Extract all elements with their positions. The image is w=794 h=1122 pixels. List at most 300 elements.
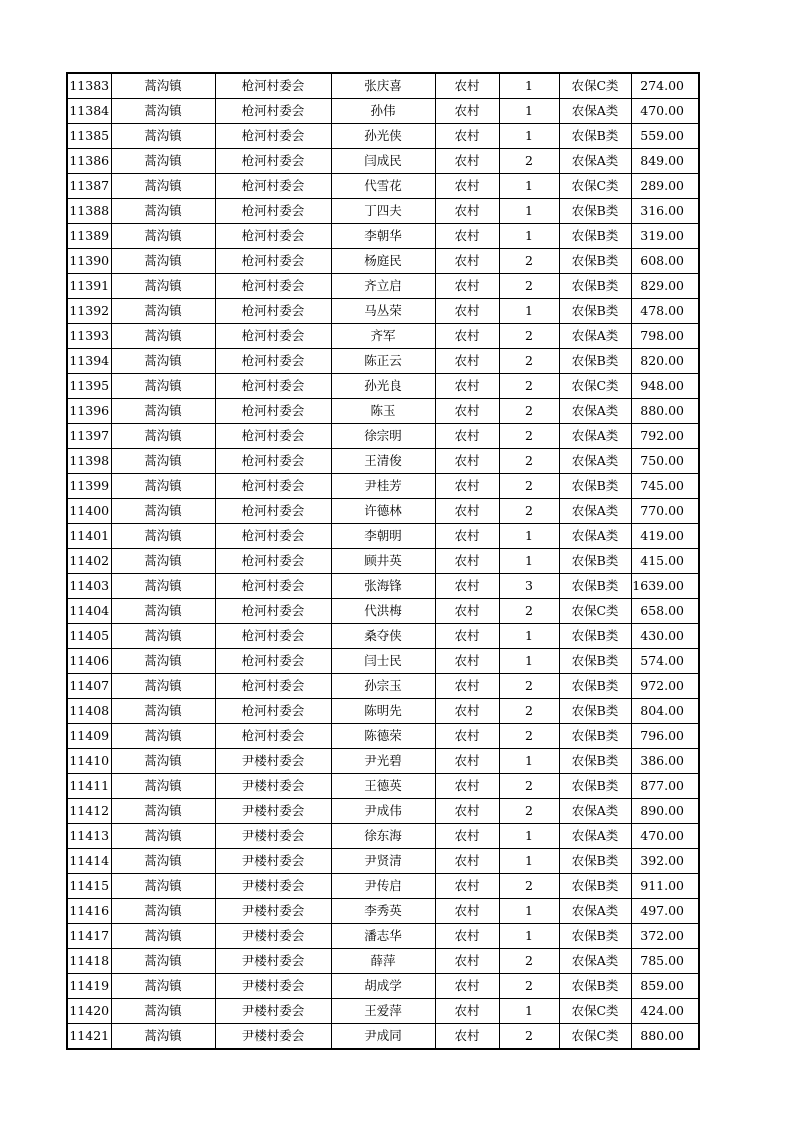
table-row — [67, 274, 699, 299]
person-name-cell: 潘志华 — [331, 924, 435, 949]
town-cell: 蒿沟镇 — [111, 749, 215, 774]
row-number-cell: 11403 — [67, 574, 111, 599]
village-committee-cell: 尹楼村委会 — [215, 924, 331, 949]
area-type-cell: 农村 — [435, 574, 499, 599]
area-type-cell: 农村 — [435, 449, 499, 474]
household-count-cell: 2 — [499, 599, 559, 624]
town-cell: 蒿沟镇 — [111, 549, 215, 574]
insurance-category-cell: 农保A类 — [559, 99, 631, 124]
insurance-category-cell: 农保A类 — [559, 524, 631, 549]
household-count-cell: 2 — [499, 1024, 559, 1050]
town-cell: 蒿沟镇 — [111, 449, 215, 474]
amount-cell: 804.00 — [631, 699, 699, 724]
table-row — [67, 774, 699, 799]
row-number-cell: 11411 — [67, 774, 111, 799]
household-count-cell: 2 — [499, 499, 559, 524]
person-name-cell: 陈正云 — [331, 349, 435, 374]
village-committee-cell: 尹楼村委会 — [215, 899, 331, 924]
town-cell: 蒿沟镇 — [111, 349, 215, 374]
town-cell: 蒿沟镇 — [111, 949, 215, 974]
table-row — [67, 199, 699, 224]
person-name-cell: 李秀英 — [331, 899, 435, 924]
village-committee-cell: 枪河村委会 — [215, 73, 331, 99]
town-cell: 蒿沟镇 — [111, 399, 215, 424]
household-count-cell: 2 — [499, 724, 559, 749]
area-type-cell: 农村 — [435, 474, 499, 499]
area-type-cell: 农村 — [435, 249, 499, 274]
amount-cell: 392.00 — [631, 849, 699, 874]
town-cell: 蒿沟镇 — [111, 99, 215, 124]
table-row — [67, 474, 699, 499]
household-count-cell: 2 — [499, 399, 559, 424]
table-row — [67, 1024, 699, 1050]
town-cell: 蒿沟镇 — [111, 774, 215, 799]
person-name-cell: 薛萍 — [331, 949, 435, 974]
amount-cell: 890.00 — [631, 799, 699, 824]
person-name-cell: 张海锋 — [331, 574, 435, 599]
table-row — [67, 599, 699, 624]
amount-cell: 877.00 — [631, 774, 699, 799]
town-cell: 蒿沟镇 — [111, 724, 215, 749]
area-type-cell: 农村 — [435, 749, 499, 774]
person-name-cell: 丁四夫 — [331, 199, 435, 224]
amount-cell: 849.00 — [631, 149, 699, 174]
household-count-cell: 2 — [499, 349, 559, 374]
insurance-category-cell: 农保C类 — [559, 374, 631, 399]
insurance-category-cell: 农保C类 — [559, 1024, 631, 1050]
amount-cell: 289.00 — [631, 174, 699, 199]
row-number-cell: 11388 — [67, 199, 111, 224]
household-count-cell: 1 — [499, 624, 559, 649]
village-committee-cell: 枪河村委会 — [215, 199, 331, 224]
person-name-cell: 杨庭民 — [331, 249, 435, 274]
village-committee-cell: 枪河村委会 — [215, 124, 331, 149]
town-cell: 蒿沟镇 — [111, 874, 215, 899]
village-committee-cell: 枪河村委会 — [215, 99, 331, 124]
row-number-cell: 11402 — [67, 549, 111, 574]
insurance-category-cell: 农保B类 — [559, 249, 631, 274]
row-number-cell: 11414 — [67, 849, 111, 874]
area-type-cell: 农村 — [435, 374, 499, 399]
insurance-category-cell: 农保B类 — [559, 674, 631, 699]
area-type-cell: 农村 — [435, 674, 499, 699]
insurance-category-cell: 农保C类 — [559, 599, 631, 624]
person-name-cell: 桑夺侠 — [331, 624, 435, 649]
row-number-cell: 11408 — [67, 699, 111, 724]
table-row — [67, 874, 699, 899]
area-type-cell: 农村 — [435, 399, 499, 424]
household-count-cell: 1 — [499, 924, 559, 949]
table-row — [67, 699, 699, 724]
area-type-cell: 农村 — [435, 924, 499, 949]
row-number-cell: 11400 — [67, 499, 111, 524]
area-type-cell: 农村 — [435, 349, 499, 374]
row-number-cell: 11407 — [67, 674, 111, 699]
amount-cell: 792.00 — [631, 424, 699, 449]
village-committee-cell: 枪河村委会 — [215, 474, 331, 499]
table-row — [67, 924, 699, 949]
village-committee-cell: 枪河村委会 — [215, 499, 331, 524]
village-committee-cell: 枪河村委会 — [215, 274, 331, 299]
area-type-cell: 农村 — [435, 899, 499, 924]
amount-cell: 880.00 — [631, 1024, 699, 1050]
amount-cell: 785.00 — [631, 949, 699, 974]
person-name-cell: 张庆喜 — [331, 73, 435, 99]
person-name-cell: 孙伟 — [331, 99, 435, 124]
insurance-category-cell: 农保A类 — [559, 149, 631, 174]
table-row — [67, 974, 699, 999]
table-row — [67, 374, 699, 399]
table-row — [67, 124, 699, 149]
insurance-category-cell: 农保B类 — [559, 724, 631, 749]
area-type-cell: 农村 — [435, 974, 499, 999]
table-row — [67, 149, 699, 174]
person-name-cell: 代雪花 — [331, 174, 435, 199]
insurance-category-cell: 农保A类 — [559, 324, 631, 349]
person-name-cell: 李朝明 — [331, 524, 435, 549]
person-name-cell: 陈玉 — [331, 399, 435, 424]
household-count-cell: 2 — [499, 449, 559, 474]
insurance-category-cell: 农保B类 — [559, 274, 631, 299]
table-body — [67, 73, 699, 1049]
person-name-cell: 陈明先 — [331, 699, 435, 724]
town-cell: 蒿沟镇 — [111, 124, 215, 149]
row-number-cell: 11385 — [67, 124, 111, 149]
amount-cell: 424.00 — [631, 999, 699, 1024]
household-count-cell: 1 — [499, 174, 559, 199]
insurance-category-cell: 农保B类 — [559, 974, 631, 999]
village-committee-cell: 枪河村委会 — [215, 649, 331, 674]
village-committee-cell: 枪河村委会 — [215, 624, 331, 649]
table-row — [67, 899, 699, 924]
row-number-cell: 11409 — [67, 724, 111, 749]
table-row — [67, 624, 699, 649]
row-number-cell: 11394 — [67, 349, 111, 374]
insurance-category-cell: 农保C类 — [559, 174, 631, 199]
area-type-cell: 农村 — [435, 174, 499, 199]
person-name-cell: 齐立启 — [331, 274, 435, 299]
row-number-cell: 11421 — [67, 1024, 111, 1050]
person-name-cell: 尹桂芳 — [331, 474, 435, 499]
village-committee-cell: 枪河村委会 — [215, 249, 331, 274]
row-number-cell: 11410 — [67, 749, 111, 774]
insurance-category-cell: 农保B类 — [559, 774, 631, 799]
insurance-category-cell: 农保A类 — [559, 799, 631, 824]
amount-cell: 478.00 — [631, 299, 699, 324]
insurance-category-cell: 农保B类 — [559, 574, 631, 599]
person-name-cell: 孙光良 — [331, 374, 435, 399]
household-count-cell: 1 — [499, 224, 559, 249]
town-cell: 蒿沟镇 — [111, 424, 215, 449]
area-type-cell: 农村 — [435, 424, 499, 449]
town-cell: 蒿沟镇 — [111, 149, 215, 174]
household-count-cell: 2 — [499, 324, 559, 349]
town-cell: 蒿沟镇 — [111, 299, 215, 324]
amount-cell: 316.00 — [631, 199, 699, 224]
amount-cell: 972.00 — [631, 674, 699, 699]
amount-cell: 574.00 — [631, 649, 699, 674]
amount-cell: 608.00 — [631, 249, 699, 274]
village-committee-cell: 枪河村委会 — [215, 374, 331, 399]
table-row — [67, 349, 699, 374]
household-count-cell: 2 — [499, 149, 559, 174]
person-name-cell: 孙宗玉 — [331, 674, 435, 699]
insurance-category-cell: 农保B类 — [559, 549, 631, 574]
area-type-cell: 农村 — [435, 274, 499, 299]
village-committee-cell: 尹楼村委会 — [215, 1024, 331, 1050]
table-row — [67, 574, 699, 599]
person-name-cell: 王清俊 — [331, 449, 435, 474]
table-row — [67, 824, 699, 849]
table-row — [67, 424, 699, 449]
amount-cell: 770.00 — [631, 499, 699, 524]
household-count-cell: 1 — [499, 649, 559, 674]
insurance-category-cell: 农保B类 — [559, 924, 631, 949]
town-cell: 蒿沟镇 — [111, 1024, 215, 1050]
row-number-cell: 11399 — [67, 474, 111, 499]
row-number-cell: 11396 — [67, 399, 111, 424]
table-row — [67, 224, 699, 249]
amount-cell: 470.00 — [631, 824, 699, 849]
amount-cell: 470.00 — [631, 99, 699, 124]
table-row — [67, 399, 699, 424]
table-row — [67, 999, 699, 1024]
household-count-cell: 1 — [499, 749, 559, 774]
row-number-cell: 11393 — [67, 324, 111, 349]
row-number-cell: 11383 — [67, 73, 111, 99]
person-name-cell: 代洪梅 — [331, 599, 435, 624]
table-row — [67, 949, 699, 974]
area-type-cell: 农村 — [435, 224, 499, 249]
household-count-cell: 1 — [499, 73, 559, 99]
village-committee-cell: 枪河村委会 — [215, 674, 331, 699]
household-count-cell: 1 — [499, 824, 559, 849]
amount-cell: 948.00 — [631, 374, 699, 399]
insurance-category-cell: 农保A类 — [559, 424, 631, 449]
town-cell: 蒿沟镇 — [111, 174, 215, 199]
household-count-cell: 3 — [499, 574, 559, 599]
town-cell: 蒿沟镇 — [111, 999, 215, 1024]
town-cell: 蒿沟镇 — [111, 199, 215, 224]
insurance-category-cell: 农保B类 — [559, 749, 631, 774]
insurance-category-cell: 农保B类 — [559, 199, 631, 224]
town-cell: 蒿沟镇 — [111, 974, 215, 999]
person-name-cell: 王爱萍 — [331, 999, 435, 1024]
town-cell: 蒿沟镇 — [111, 274, 215, 299]
area-type-cell: 农村 — [435, 999, 499, 1024]
person-name-cell: 齐军 — [331, 324, 435, 349]
row-number-cell: 11404 — [67, 599, 111, 624]
household-count-cell: 2 — [499, 874, 559, 899]
town-cell: 蒿沟镇 — [111, 224, 215, 249]
household-count-cell: 2 — [499, 274, 559, 299]
insurance-category-cell: 农保B类 — [559, 124, 631, 149]
town-cell: 蒿沟镇 — [111, 599, 215, 624]
amount-cell: 319.00 — [631, 224, 699, 249]
table-row — [67, 524, 699, 549]
village-committee-cell: 枪河村委会 — [215, 299, 331, 324]
row-number-cell: 11419 — [67, 974, 111, 999]
table-row — [67, 724, 699, 749]
amount-cell: 274.00 — [631, 73, 699, 99]
area-type-cell: 农村 — [435, 324, 499, 349]
person-name-cell: 马丛荣 — [331, 299, 435, 324]
row-number-cell: 11395 — [67, 374, 111, 399]
table-row — [67, 174, 699, 199]
village-committee-cell: 枪河村委会 — [215, 174, 331, 199]
amount-cell: 859.00 — [631, 974, 699, 999]
village-committee-cell: 尹楼村委会 — [215, 949, 331, 974]
amount-cell: 798.00 — [631, 324, 699, 349]
table-row — [67, 849, 699, 874]
table-row — [67, 449, 699, 474]
village-committee-cell: 尹楼村委会 — [215, 874, 331, 899]
household-count-cell: 2 — [499, 424, 559, 449]
row-number-cell: 11390 — [67, 249, 111, 274]
area-type-cell: 农村 — [435, 774, 499, 799]
insurance-category-cell: 农保B类 — [559, 299, 631, 324]
village-committee-cell: 枪河村委会 — [215, 349, 331, 374]
amount-cell: 820.00 — [631, 349, 699, 374]
area-type-cell: 农村 — [435, 949, 499, 974]
area-type-cell: 农村 — [435, 874, 499, 899]
amount-cell: 386.00 — [631, 749, 699, 774]
village-committee-cell: 枪河村委会 — [215, 149, 331, 174]
amount-cell: 419.00 — [631, 524, 699, 549]
town-cell: 蒿沟镇 — [111, 474, 215, 499]
row-number-cell: 11405 — [67, 624, 111, 649]
row-number-cell: 11415 — [67, 874, 111, 899]
area-type-cell: 农村 — [435, 99, 499, 124]
household-count-cell: 1 — [499, 299, 559, 324]
village-committee-cell: 尹楼村委会 — [215, 799, 331, 824]
village-committee-cell: 枪河村委会 — [215, 574, 331, 599]
household-count-cell: 2 — [499, 674, 559, 699]
insurance-category-cell: 农保B类 — [559, 474, 631, 499]
row-number-cell: 11416 — [67, 899, 111, 924]
insurance-category-cell: 农保B类 — [559, 699, 631, 724]
town-cell: 蒿沟镇 — [111, 649, 215, 674]
town-cell: 蒿沟镇 — [111, 324, 215, 349]
town-cell: 蒿沟镇 — [111, 574, 215, 599]
village-committee-cell: 枪河村委会 — [215, 399, 331, 424]
village-committee-cell: 尹楼村委会 — [215, 824, 331, 849]
person-name-cell: 尹贤清 — [331, 849, 435, 874]
household-count-cell: 1 — [499, 999, 559, 1024]
household-count-cell: 2 — [499, 949, 559, 974]
amount-cell: 1639.00 — [631, 574, 699, 599]
person-name-cell: 李朝华 — [331, 224, 435, 249]
table-row — [67, 73, 699, 99]
village-committee-cell: 枪河村委会 — [215, 699, 331, 724]
person-name-cell: 孙光侠 — [331, 124, 435, 149]
village-committee-cell: 枪河村委会 — [215, 449, 331, 474]
household-count-cell: 2 — [499, 374, 559, 399]
town-cell: 蒿沟镇 — [111, 73, 215, 99]
person-name-cell: 尹传启 — [331, 874, 435, 899]
table-row — [67, 299, 699, 324]
area-type-cell: 农村 — [435, 149, 499, 174]
insurance-category-cell: 农保B类 — [559, 624, 631, 649]
area-type-cell: 农村 — [435, 124, 499, 149]
village-committee-cell: 尹楼村委会 — [215, 774, 331, 799]
area-type-cell: 农村 — [435, 524, 499, 549]
town-cell: 蒿沟镇 — [111, 249, 215, 274]
amount-cell: 829.00 — [631, 274, 699, 299]
amount-cell: 497.00 — [631, 899, 699, 924]
area-type-cell: 农村 — [435, 724, 499, 749]
table-row — [67, 749, 699, 774]
table-row — [67, 549, 699, 574]
insurance-category-cell: 农保A类 — [559, 949, 631, 974]
household-count-cell: 2 — [499, 799, 559, 824]
village-committee-cell: 尹楼村委会 — [215, 974, 331, 999]
town-cell: 蒿沟镇 — [111, 849, 215, 874]
amount-cell: 658.00 — [631, 599, 699, 624]
village-committee-cell: 枪河村委会 — [215, 599, 331, 624]
person-name-cell: 闫成民 — [331, 149, 435, 174]
person-name-cell: 尹光碧 — [331, 749, 435, 774]
amount-cell: 750.00 — [631, 449, 699, 474]
insurance-category-cell: 农保A类 — [559, 499, 631, 524]
row-number-cell: 11387 — [67, 174, 111, 199]
village-committee-cell: 尹楼村委会 — [215, 749, 331, 774]
area-type-cell: 农村 — [435, 824, 499, 849]
table-row — [67, 99, 699, 124]
village-committee-cell: 枪河村委会 — [215, 524, 331, 549]
insurance-category-cell: 农保B类 — [559, 849, 631, 874]
row-number-cell: 11406 — [67, 649, 111, 674]
amount-cell: 911.00 — [631, 874, 699, 899]
household-count-cell: 1 — [499, 524, 559, 549]
insurance-category-cell: 农保B类 — [559, 649, 631, 674]
town-cell: 蒿沟镇 — [111, 524, 215, 549]
row-number-cell: 11417 — [67, 924, 111, 949]
household-count-cell: 1 — [499, 549, 559, 574]
table-row — [67, 799, 699, 824]
row-number-cell: 11412 — [67, 799, 111, 824]
row-number-cell: 11398 — [67, 449, 111, 474]
town-cell: 蒿沟镇 — [111, 899, 215, 924]
household-count-cell: 1 — [499, 124, 559, 149]
insurance-category-cell: 农保A类 — [559, 399, 631, 424]
household-count-cell: 1 — [499, 849, 559, 874]
row-number-cell: 11420 — [67, 999, 111, 1024]
village-committee-cell: 尹楼村委会 — [215, 999, 331, 1024]
amount-cell: 372.00 — [631, 924, 699, 949]
table-row — [67, 324, 699, 349]
amount-cell: 880.00 — [631, 399, 699, 424]
insurance-category-cell: 农保B类 — [559, 224, 631, 249]
area-type-cell: 农村 — [435, 599, 499, 624]
area-type-cell: 农村 — [435, 549, 499, 574]
row-number-cell: 11389 — [67, 224, 111, 249]
town-cell: 蒿沟镇 — [111, 674, 215, 699]
household-count-cell: 2 — [499, 474, 559, 499]
town-cell: 蒿沟镇 — [111, 824, 215, 849]
person-name-cell: 顾井英 — [331, 549, 435, 574]
household-count-cell: 1 — [499, 99, 559, 124]
row-number-cell: 11392 — [67, 299, 111, 324]
amount-cell: 415.00 — [631, 549, 699, 574]
insurance-category-cell: 农保C类 — [559, 999, 631, 1024]
person-name-cell: 王德英 — [331, 774, 435, 799]
town-cell: 蒿沟镇 — [111, 499, 215, 524]
household-count-cell: 2 — [499, 774, 559, 799]
area-type-cell: 农村 — [435, 199, 499, 224]
amount-cell: 559.00 — [631, 124, 699, 149]
person-name-cell: 胡成学 — [331, 974, 435, 999]
